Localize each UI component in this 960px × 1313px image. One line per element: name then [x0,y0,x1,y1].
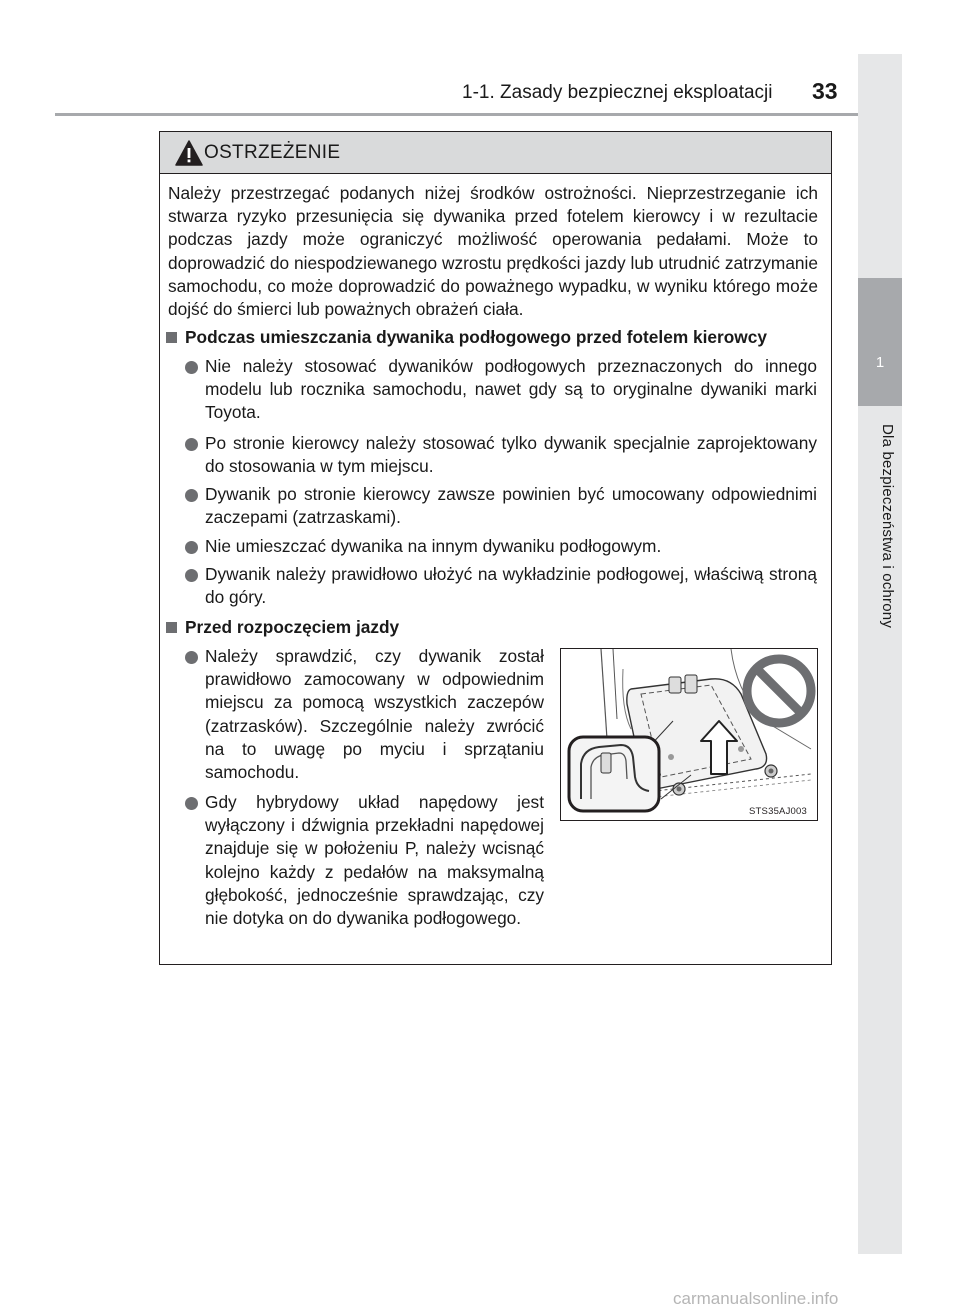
floor-mat-drawing [561,649,817,820]
section-heading [166,616,399,639]
circle-bullet-icon [185,361,198,374]
chapter-number: 1 [875,354,885,371]
list-item-text: Dywanik po stronie kierowcy zawsze powinien być umocowany odpowiednimi zaczepami (zatrzaskami). [205,484,817,528]
list-item [185,791,544,930]
warning-intro: Należy przestrzegać podanych niżej środków ostrożności. Nieprzestrzeganie ich stwarza ryzyko przesunięcia się dywanika przed fotelem kierowcy i w rezultacie podczas jazdy może ograniczyć możliwość operowania pedałami. Może to doprowadzić do niespodziewanego wzrostu prędkości jazdy lub utrudnić zatrzymanie samochodu, co może doprowadzić do poważnego wypadku, w wyniku którego może dojść do śmierci lub poważnych obrażeń ciała. [168,183,818,320]
list-item-text: Po stronie kierowcy należy stosować tylko dywanik specjalnie zaprojektowany do stosowania w tym miejscu. [205,433,817,477]
warning-header [160,132,831,174]
section-heading [166,326,767,349]
circle-bullet-icon [185,438,198,451]
list-item-text: Dywanik należy prawidłowo ułożyć na wykładzinie podłogowej, właściwą stroną do góry. [205,564,817,608]
circle-bullet-icon [185,569,198,582]
square-bullet-icon [166,332,177,343]
list-item [185,645,544,784]
circle-bullet-icon [185,651,198,664]
list-item-text: Należy sprawdzić, czy dywanik został prawidłowo zamocowany w odpowiednim miejscu za pomocą wszystkich zaczepów (zatrzasków). Szczególnie należy zwrócić na to uwagę po myciu i sprzątaniu samochodu. [205,646,544,783]
chapter-title: Dla bezpieczeństwa i ochrony [879,424,896,629]
list-item-text: Gdy hybrydowy układ napędowy jest wyłączony i dźwignia przekładni napędowej znajduje się w położeniu P, należy wcisnąć kolejno każdy z pedałów na maksymalną głębokość, jednocześnie sprawdzając, czy nie dotyka on do dywanika podłogowego. [205,792,544,929]
illustration-code: STS35AJ003 [749,806,807,817]
list-item [185,355,817,425]
section-heading-text: Przed rozpoczęciem jazdy [185,617,400,637]
warning-triangle-icon [175,140,203,166]
list-item-text: Nie umieszczać dywanika na innym dywaniku podłogowym. [205,536,662,556]
list-item-text: Nie należy stosować dywaników podłogowych przeznaczonych do innego modelu lub rocznika samochodu, nawet gdy są to oryginalne dywaniki marki Toyota. [205,356,817,423]
floor-mat-illustration [560,648,818,821]
circle-bullet-icon [185,489,198,502]
chapter-marker [858,278,902,406]
chapter-side-tab [858,54,902,1254]
list-item [185,563,817,609]
section-heading-text: Podczas umieszczania dywanika podłogowego przed fotelem kierowcy [185,327,767,347]
header-rule [55,113,858,116]
circle-bullet-icon [185,541,198,554]
page-number: 33 [812,78,838,104]
list-item [185,535,817,558]
circle-bullet-icon [185,797,198,810]
list-item [185,483,817,529]
list-item [185,432,817,478]
warning-title: OSTRZEŻENIE [204,142,341,163]
watermark: carmanualsonline.info [673,1289,839,1308]
square-bullet-icon [166,622,177,633]
section-title: 1-1. Zasady bezpiecznej eksploatacji [462,82,773,103]
